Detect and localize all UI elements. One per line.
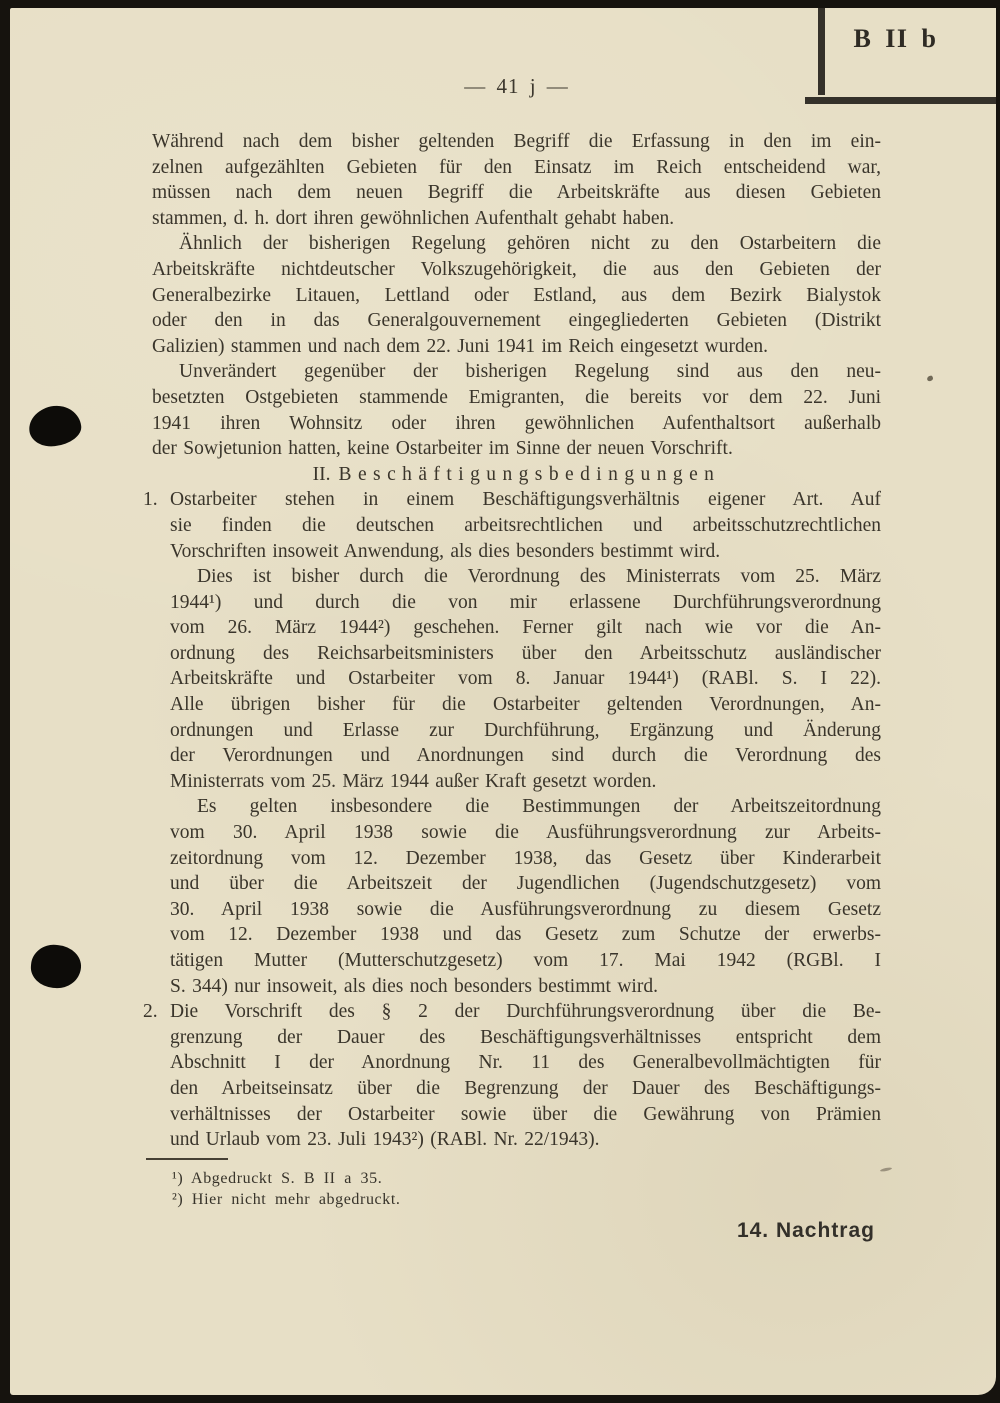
text-line: Es gelten insbesondere die Bestimmungen der Arbeitszeitordnung: [197, 796, 881, 818]
text-line: Alle übrigen bisher für die Ostarbeiter geltenden Verordnungen, An-: [170, 694, 881, 716]
text-line: zeitordnung vom 12. Dezember 1938, das Gesetz über Kinderarbeit: [170, 847, 881, 869]
paragraph: [152, 231, 881, 359]
text-line: Die Vorschrift des § 2 der Durchführungsverordnung über die Be-: [170, 1001, 881, 1023]
text-line: verhältnisses der Ostarbeiter sowie über die Gewährung von Prämien: [170, 1103, 881, 1125]
text-line: oder den in das Generalgouvernement eingegliederten Gebieten (Distrikt: [152, 310, 881, 332]
section-heading-title: Beschäftigungsbedingungen: [338, 463, 721, 485]
text-line: der Verordnungen und Anordnungen sind durch die Verordnung des: [170, 745, 881, 767]
text-line: Abschnitt I der Anordnung Nr. 11 des Generalbevollmächtigten für: [170, 1052, 881, 1074]
document-content: [143, 129, 881, 1153]
text-line: Arbeitskräfte nichtdeutscher Volkszugehörigkeit, die aus den Gebieten der: [152, 258, 881, 280]
text-line: stammen, d. h. dort ihren gewöhnlichen Aufenthalt gehabt haben.: [152, 207, 675, 229]
paragraph: [170, 794, 881, 999]
section-heading: [152, 462, 881, 488]
paragraph: [152, 129, 881, 231]
text-line: den Arbeitseinsatz über die Begrenzung der Dauer des Beschäftigungs-: [170, 1077, 881, 1099]
text-line: besetzten Ostgebieten stammende Emigranten, die bereits vor dem 22. Juni: [152, 386, 881, 408]
text-line: 1941 ihren Wohnsitz oder ihren gewöhnlichen Aufenthaltsort außerhalb: [152, 412, 881, 434]
ink-speck: [926, 375, 933, 382]
footnotes: [152, 1158, 881, 1210]
classification-label: B II b: [853, 24, 938, 53]
text-line: vom 30. April 1938 sowie die Ausführungsverordnung zur Arbeits-: [170, 822, 881, 844]
text-line: müssen nach dem neuen Begriff die Arbeitskräfte aus diesen Gebieten: [152, 182, 881, 204]
text-line: vom 12. Dezember 1938 und das Gesetz zum Schutze der erwerbs-: [170, 924, 881, 946]
paragraph: [170, 487, 881, 564]
text-line: der Sowjetunion hatten, keine Ostarbeiter im Sinne der neuen Vorschrift.: [152, 438, 733, 460]
text-line: zelnen aufgezählten Gebieten für den Einsatz im Reich entscheidend war,: [152, 156, 881, 178]
document-page: [10, 8, 996, 1395]
page-number: — 41 j —: [464, 74, 569, 98]
text-line: Arbeitskräfte und Ostarbeiter vom 8. Januar 1944¹) (RABl. S. I 22).: [170, 668, 881, 690]
text-line: Unverändert gegenüber der bisherigen Regelung sind aus den neu-: [179, 361, 881, 383]
footnote: ²) Hier nicht mehr abgedruckt.: [172, 1191, 401, 1208]
text-line: ordnung des Reichsarbeitsministers über den Arbeitsschutz ausländischer: [170, 642, 881, 664]
item-number: 2.: [143, 1001, 158, 1023]
punch-hole-bottom: [29, 943, 83, 990]
text-line: S. 344) nur insoweit, als dies noch besonders bestimmt wird.: [170, 975, 658, 997]
footnote-rule: [146, 1158, 228, 1160]
paragraph: [170, 564, 881, 794]
intro-paragraphs: [152, 129, 881, 462]
footnote-list: [152, 1168, 881, 1210]
numbered-item: [143, 999, 881, 1153]
text-line: tätigen Mutter (Mutterschutzgesetz) vom 17. Mai 1942 (RGBl. I: [170, 950, 881, 971]
text-line: Ministerrats vom 25. März 1944 außer Kraft gesetzt worden.: [170, 770, 657, 792]
text-line: Generalbezirke Litauen, Lettland oder Estland, aus dem Bezirk Bialystok: [152, 284, 881, 306]
text-line: Dies ist bisher durch die Verordnung des Ministerrats vom 25. März: [197, 566, 881, 588]
footnote: ¹) Abgedruckt S. B II a 35.: [172, 1170, 383, 1187]
paragraph: [152, 359, 881, 461]
text-line: Ähnlich der bisherigen Regelung gehören nicht zu den Ostarbeitern die: [179, 233, 881, 255]
numbered-item: [143, 487, 881, 999]
text-line: Während nach dem bisher geltenden Begriff die Erfassung in den im ein-: [152, 131, 881, 152]
text-line: Galizien) stammen und nach dem 22. Juni 1941 im Reich eingesetzt wurden.: [152, 335, 768, 357]
supplement-label: 14. Nachtrag: [736, 1219, 875, 1242]
ink-speck: [880, 1167, 892, 1172]
text-line: vom 26. März 1944²) geschehen. Ferner gilt nach wie vor die An-: [170, 617, 881, 639]
text-line: und über die Arbeitszeit der Jugendlichen (Jugendschutzgesetz) vom: [170, 873, 881, 895]
list-items: [143, 487, 881, 1152]
text-line: ordnungen und Erlasse zur Durchführung, Ergänzung und Änderung: [170, 719, 881, 741]
section-heading-numeral: II.: [312, 463, 331, 485]
text-line: grenzung der Dauer des Beschäftigungsverhältnisses entspricht dem: [170, 1026, 881, 1048]
text-line: Vorschriften insoweit Anwendung, als dies besonders bestimmt wird.: [170, 540, 721, 562]
text-line: sie finden die deutschen arbeitsrechtlichen und arbeitsschutzrechtlichen: [170, 514, 881, 536]
item-number: 1.: [143, 489, 158, 511]
text-line: und Urlaub vom 23. Juli 1943²) (RABl. Nr. 22/1943).: [170, 1129, 600, 1151]
text-line: 1944¹) und durch die von mir erlassene Durchführungsverordnung: [170, 591, 881, 613]
punch-hole-top: [27, 403, 83, 449]
text-line: Ostarbeiter stehen in einem Beschäftigungsverhältnis eigener Art. Auf: [170, 489, 881, 511]
paragraph: [170, 999, 881, 1153]
text-line: 30. April 1938 sowie die Ausführungsverordnung zu diesem Gesetz: [170, 898, 881, 920]
